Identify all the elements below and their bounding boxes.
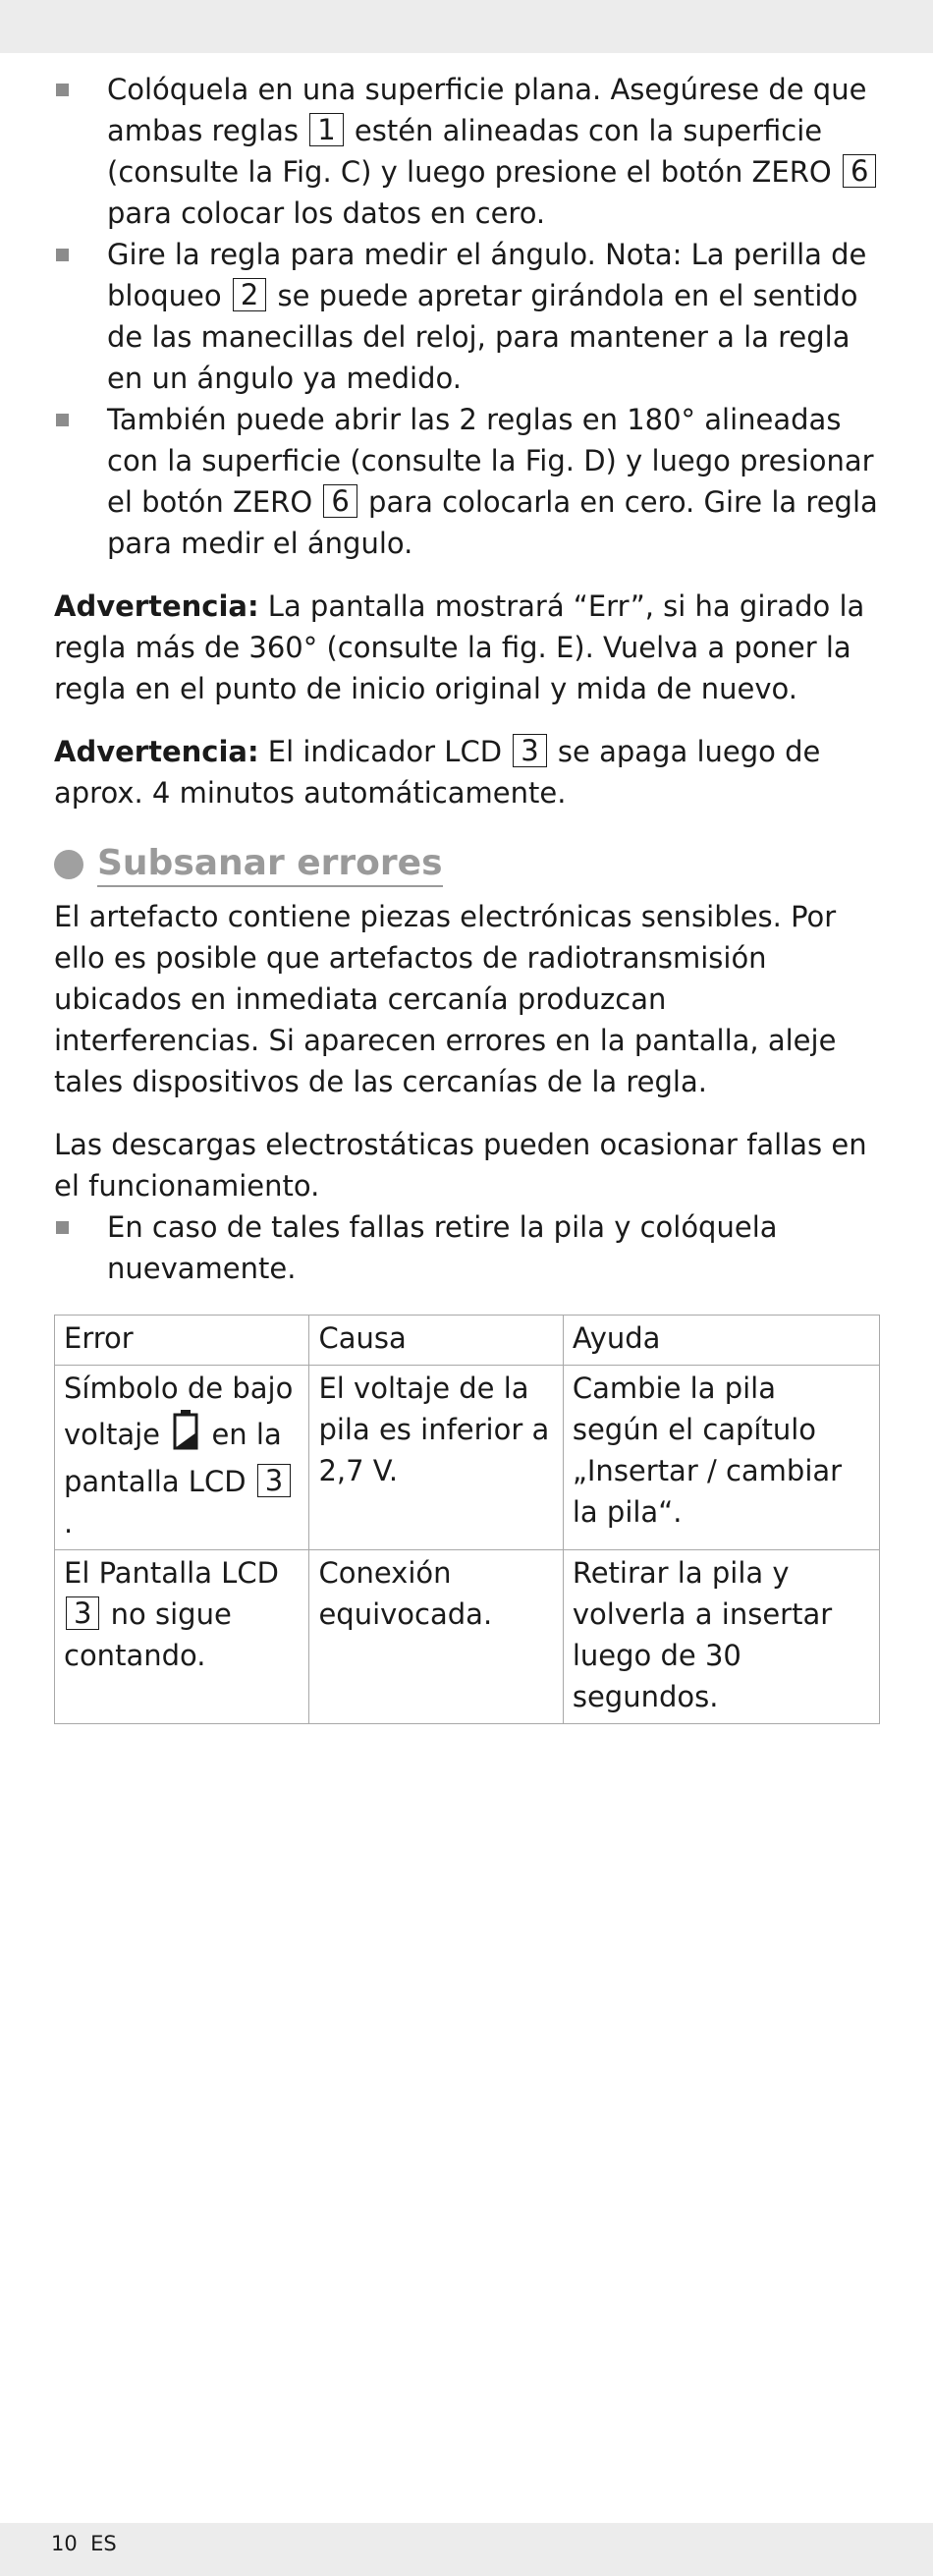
reference-number: 3 (66, 1596, 99, 1630)
reference-number: 6 (843, 154, 876, 188)
cell-text: . (64, 1506, 74, 1540)
table-row (55, 1550, 880, 1724)
list-item (54, 69, 879, 234)
warning-text: La pantalla mostrará “Err”, si ha girado la regla más de 360° (consulte la fig. E). Vuelva a poner la regla en el punto de inicio original y mida de nuevo. (54, 589, 865, 705)
page-footer (51, 2529, 117, 2558)
cell-text: en la pantalla LCD (64, 1418, 282, 1498)
list-item (54, 234, 879, 399)
header-cause: Causa (309, 1316, 563, 1366)
reference-number: 2 (233, 278, 266, 311)
warning-text: se apaga luego de aprox. 4 minutos automáticamente. (54, 735, 821, 810)
cell-error (55, 1366, 309, 1550)
reference-number: 3 (257, 1464, 291, 1497)
paragraph-interference: El artefacto contiene piezas electrónicas sensibles. Por ello es posible que artefactos de radiotransmisión ubicados en inmediata cercanía produzcan interferencias. Si aparecen errores en la pantalla, aleje tales dispositivos de las cercanías de la regla. (54, 900, 837, 1098)
list-item-text: Gire la regla para medir el ángulo. Nota: La perilla de bloqueo (107, 238, 867, 312)
cell-text: Símbolo de bajo voltaje (64, 1372, 294, 1451)
reference-number: 3 (513, 734, 546, 767)
table-row (55, 1366, 880, 1550)
warning-label: Advertencia: (54, 735, 259, 768)
troubleshooting-table (54, 1315, 880, 1724)
warning-lcd (54, 731, 879, 813)
language-code: ES (90, 2532, 117, 2555)
list-item-text: estén alineadas con la superficie (consulte la Fig. C) y luego presione el botón ZERO (107, 114, 841, 189)
reference-number: 1 (309, 113, 343, 146)
list-item-text: Colóquela en una superficie plana. Asegúrese de que ambas reglas (107, 73, 867, 147)
header-error: Error (55, 1316, 309, 1366)
list-item-text: En caso de tales fallas retire la pila y colóquela nuevamente. (107, 1210, 778, 1285)
paragraph-electrostatic: Las descargas electrostáticas pueden ocasionar fallas en el funcionamiento. (54, 1128, 867, 1203)
list-item (54, 399, 879, 564)
cell-help: Cambie la pila según el capítulo „Insertar / cambiar la pila“. (563, 1366, 879, 1550)
warning-text: El indicador LCD (258, 735, 512, 768)
list-item-text: para colocarla en cero. Gire la regla para medir el ángulo. (107, 485, 878, 560)
cell-cause: El voltaje de la pila es inferior a 2,7 V. (309, 1366, 563, 1550)
cell-text: no sigue contando. (64, 1597, 232, 1672)
cell-text: El Pantalla LCD (64, 1556, 279, 1590)
list-item-text: para colocar los datos en cero. (107, 196, 546, 230)
header-help: Ayuda (563, 1316, 879, 1366)
cell-cause: Conexión equivocada. (309, 1550, 563, 1724)
reference-number: 6 (323, 484, 357, 518)
top-bar (0, 0, 933, 53)
warning-err (54, 586, 879, 709)
low-battery-icon (173, 1409, 198, 1461)
circle-bullet-icon (54, 850, 83, 879)
section-heading (54, 839, 879, 890)
cell-help: Retirar la pila y volverla a insertar luego de 30 segundos. (563, 1550, 879, 1724)
list-item-text: se puede apretar girándola en el sentido de las manecillas del reloj, para mantener a la regla en un ángulo ya medido. (107, 279, 858, 395)
table-header-row (55, 1316, 880, 1366)
page-content (54, 69, 879, 1724)
list-item-text: También puede abrir las 2 reglas en 180° alineadas con la superficie (consulte la Fig. D) y luego presionar el botón ZERO (107, 403, 874, 519)
page-number: 10 (51, 2532, 78, 2555)
section-title: Subsanar errores (97, 842, 443, 887)
cell-error (55, 1550, 309, 1724)
warning-label: Advertencia: (54, 589, 259, 623)
footer-bar (0, 2523, 933, 2576)
instruction-list (54, 69, 879, 564)
list-item (54, 1206, 879, 1289)
